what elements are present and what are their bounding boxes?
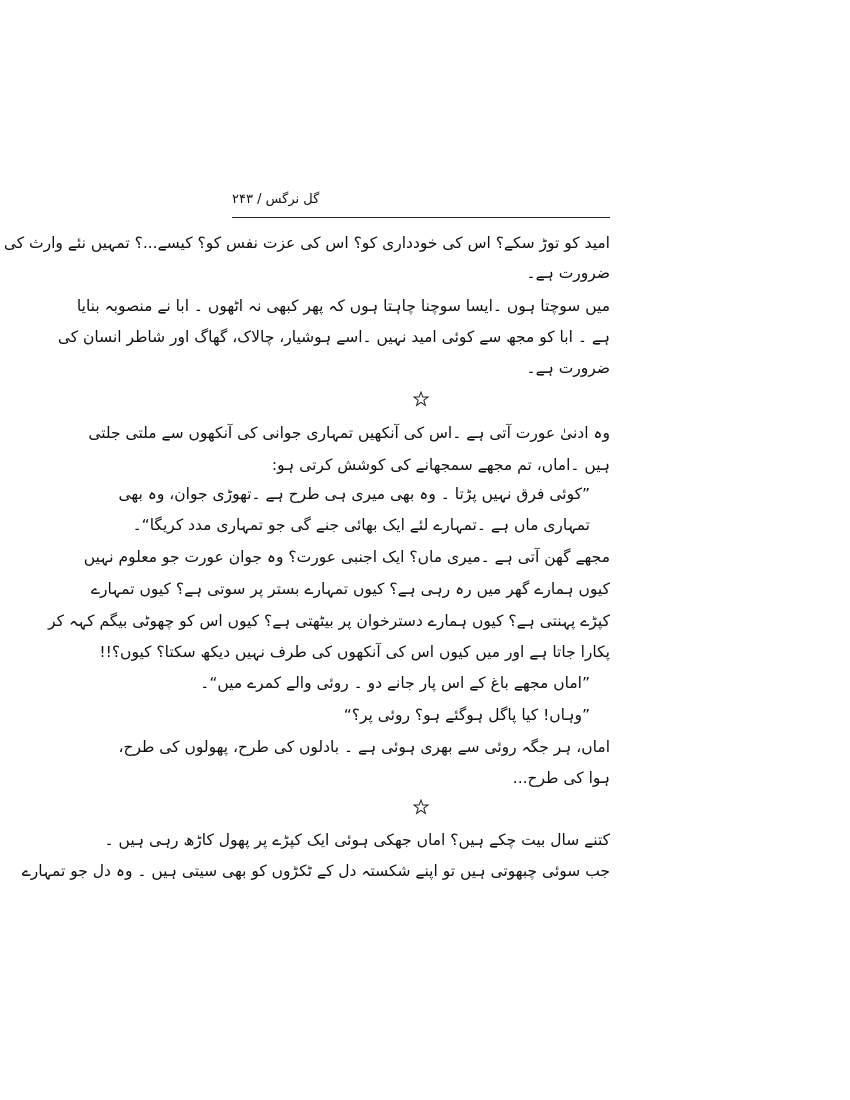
text-line: میں سوچتا ہوں ۔ایسا سوچنا چاہتا ہوں کہ پھر کبھی نہ اٹھوں ۔ ابا نے منصوبہ بنایا	[76, 297, 610, 315]
text-line: ضرورت ہے۔	[526, 264, 610, 282]
text-line: ہے ۔ ابا کو مجھ سے کوئی امید نہیں ۔اسے ہوشیار، چالاک، گھاگ اور شاطر انسان کی	[57, 328, 610, 346]
text-line: ہیں ۔اماں، تم مجھے سمجھانے کی کوشش کرتی ہو:	[271, 456, 610, 474]
star-outline-icon	[413, 391, 429, 407]
text-line: کپڑے پہنتی ہے؟ کیوں ہمارے دسترخوان پر بیٹھتی ہے؟ کیوں اس کو چھوٹی بیگم کہہ کر	[48, 612, 610, 630]
running-header	[232, 192, 610, 216]
text-line: ضرورت ہے۔	[526, 359, 610, 377]
text-line: کتنے سال بیت چکے ہیں؟ اماں جھکی ہوئی ایک کپڑے پر پھول کاڑھ رہی ہیں ۔	[104, 831, 610, 849]
text-line: مجھے گھن آتی ہے ۔میری ماں؟ ایک اجنبی عورت؟ وہ جوان عورت جو معلوم نہیں	[83, 548, 610, 566]
star-outline-icon	[413, 799, 429, 815]
text-line: امید کو توڑ سکے؟ اس کی خودداری کو؟ اس کی عزت نفس کو؟ کیسے...؟ تمہیں نئے وارث کی	[3, 234, 610, 252]
running-title: گل نرگس / ۲۴۳	[232, 192, 320, 207]
text-line: کیوں ہمارے گھر میں رہ رہی ہے؟ کیوں تمہارے بستر پر سوتی ہے؟ کیوں تمہارے	[90, 580, 610, 598]
text-line: ہوا کی طرح...	[512, 769, 610, 787]
header-rule	[232, 217, 610, 218]
text-line: اماں، ہر جگہ روئی سے بھری ہوئی ہے ۔ بادلوں کی طرح، پھولوں کی طرح،	[118, 738, 610, 756]
dialogue-line: ”اماں مجھے باغ کے اس پار جانے دو ۔ روئی والے کمرے میں“۔	[200, 674, 590, 692]
text-line: جب سوئی چبھوتی ہیں تو اپنے شکستہ دل کے ٹکڑوں کو بھی سیتی ہیں ۔ وہ دل جو تمہارے	[21, 862, 610, 880]
text-line: وہ ادنیٰ عورت آتی ہے ۔اس کی آنکھیں تمہاری جوانی کی آنکھوں سے ملتی جلتی	[88, 424, 610, 442]
dialogue-line: ”کوئی فرق نہیں پڑتا ۔ وہ بھی میری ہی طرح ہے ۔تھوڑی جوان، وہ بھی	[118, 485, 590, 503]
dialogue-line: ”وہاں! کیا پاگل ہوگئے ہو؟ روئی پر؟“	[343, 706, 590, 724]
text-line: پکارا جاتا ہے اور میں کیوں اس کی آنکھوں کی طرف نہیں دیکھ سکتا؟ کیوں؟!!	[99, 643, 610, 661]
dialogue-line: تمہاری ماں ہے ۔تمہارے لئے ایک بھائی جنے گی جو تمہاری مدد کریگا“۔	[132, 516, 590, 534]
